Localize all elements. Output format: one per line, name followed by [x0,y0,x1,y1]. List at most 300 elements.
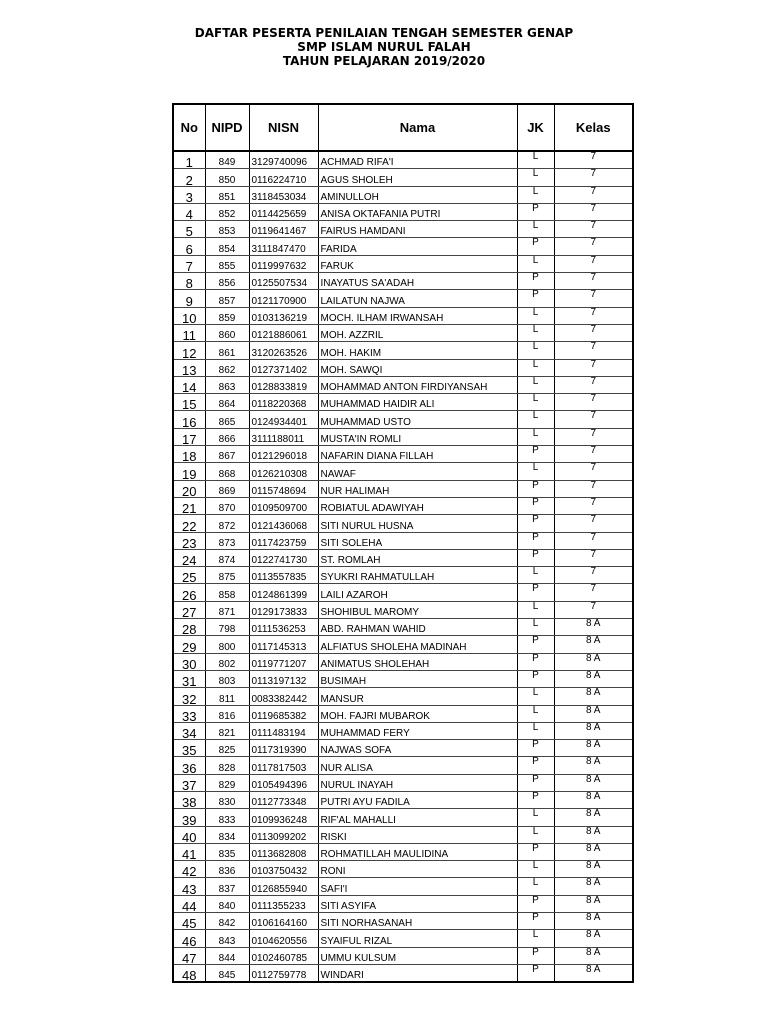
name-cell: NURUL INAYAH [318,774,517,791]
class-cell: 8 A [554,757,633,774]
table-row [173,774,633,791]
nisn-cell: 0118220368 [249,394,318,411]
row-number: 10 [173,307,205,324]
nipd-cell: 872 [205,515,249,532]
gender-cell: L [517,722,554,739]
table-row [173,895,633,912]
row-number: 39 [173,809,205,826]
class-cell: 7 [554,342,633,359]
row-number: 17 [173,428,205,445]
nisn-cell: 0122741730 [249,549,318,566]
gender-cell: P [517,843,554,860]
name-cell: UMMU KULSUM [318,947,517,964]
name-cell: SAFI'I [318,878,517,895]
class-cell: 7 [554,497,633,514]
class-cell: 8 A [554,930,633,947]
nisn-cell: 0121170900 [249,290,318,307]
nipd-cell: 853 [205,221,249,238]
nipd-cell: 871 [205,601,249,618]
nisn-cell: 0112773348 [249,791,318,808]
table-row [173,809,633,826]
nisn-cell: 0113099202 [249,826,318,843]
nipd-cell: 858 [205,584,249,601]
row-number: 12 [173,342,205,359]
table-row [173,757,633,774]
class-cell: 7 [554,255,633,272]
class-cell: 7 [554,307,633,324]
participant-table [172,103,634,983]
name-cell: NUR HALIMAH [318,480,517,497]
gender-cell: P [517,653,554,670]
gender-cell: P [517,636,554,653]
row-number: 22 [173,515,205,532]
nipd-cell: 843 [205,930,249,947]
row-number: 16 [173,411,205,428]
class-cell: 7 [554,221,633,238]
nisn-cell: 0121436068 [249,515,318,532]
row-number: 7 [173,255,205,272]
table-row [173,619,633,636]
name-cell: ALFIATUS SHOLEHA MADINAH [318,636,517,653]
row-number: 3 [173,186,205,203]
table-row [173,273,633,290]
gender-cell: P [517,774,554,791]
name-cell: ST. ROMLAH [318,549,517,566]
class-cell: 7 [554,324,633,341]
nisn-cell: 0113197132 [249,670,318,687]
nisn-cell: 0114425659 [249,203,318,220]
nipd-cell: 851 [205,186,249,203]
nipd-cell: 852 [205,203,249,220]
nipd-cell: 869 [205,480,249,497]
class-cell: 7 [554,446,633,463]
gender-cell: L [517,463,554,480]
name-cell: MANSUR [318,688,517,705]
class-cell: 8 A [554,895,633,912]
name-cell: WINDARI [318,964,517,982]
gender-cell: L [517,705,554,722]
table-row [173,446,633,463]
row-number: 9 [173,290,205,307]
nipd-cell: 833 [205,809,249,826]
row-number: 28 [173,619,205,636]
name-cell: LAILI AZAROH [318,584,517,601]
class-cell: 7 [554,428,633,445]
gender-cell: L [517,394,554,411]
nipd-cell: 850 [205,169,249,186]
class-cell: 7 [554,480,633,497]
nisn-cell: 0111355233 [249,895,318,912]
nipd-cell: 836 [205,861,249,878]
table-row [173,186,633,203]
nipd-cell: 802 [205,653,249,670]
gender-cell: L [517,411,554,428]
gender-cell: P [517,964,554,982]
gender-cell: P [517,895,554,912]
nisn-cell: 0106164160 [249,913,318,930]
nipd-cell: 861 [205,342,249,359]
column-header-jk: JK [517,104,554,151]
table-row [173,567,633,584]
gender-cell: P [517,480,554,497]
row-number: 43 [173,878,205,895]
name-cell: SYAIFUL RIZAL [318,930,517,947]
name-cell: NAFARIN DIANA FILLAH [318,446,517,463]
nipd-cell: 821 [205,722,249,739]
name-cell: AGUS SHOLEH [318,169,517,186]
nipd-cell: 844 [205,947,249,964]
row-number: 1 [173,151,205,169]
nipd-cell: 854 [205,238,249,255]
title-line-2: SMP ISLAM NURUL FALAH [297,40,471,54]
name-cell: ABD. RAHMAN WAHID [318,619,517,636]
gender-cell: P [517,947,554,964]
nisn-cell: 0127371402 [249,359,318,376]
nisn-cell: 0113682808 [249,843,318,860]
gender-cell: L [517,169,554,186]
name-cell: MOH. FAJRI MUBAROK [318,705,517,722]
table-row [173,670,633,687]
class-cell: 8 A [554,636,633,653]
nipd-cell: 860 [205,324,249,341]
table-row [173,653,633,670]
row-number: 46 [173,930,205,947]
nipd-cell: 849 [205,151,249,169]
table-row [173,515,633,532]
class-cell: 7 [554,273,633,290]
class-cell: 7 [554,186,633,203]
class-cell: 7 [554,203,633,220]
gender-cell: P [517,203,554,220]
gender-cell: L [517,688,554,705]
document-title [0,26,768,68]
class-cell: 8 A [554,826,633,843]
gender-cell: P [517,584,554,601]
name-cell: INAYATUS SA'ADAH [318,273,517,290]
nipd-cell: 857 [205,290,249,307]
gender-cell: L [517,809,554,826]
nisn-cell: 0103136219 [249,307,318,324]
gender-cell: P [517,532,554,549]
row-number: 42 [173,861,205,878]
nisn-cell: 0111536253 [249,619,318,636]
name-cell: SHOHIBUL MAROMY [318,601,517,618]
class-cell: 8 A [554,809,633,826]
name-cell: ACHMAD RIFA'I [318,151,517,169]
row-number: 36 [173,757,205,774]
class-cell: 8 A [554,653,633,670]
name-cell: SITI ASYIFA [318,895,517,912]
nisn-cell: 0119641467 [249,221,318,238]
class-cell: 7 [554,394,633,411]
class-cell: 8 A [554,843,633,860]
table-row [173,394,633,411]
nipd-cell: 873 [205,532,249,549]
nisn-cell: 0126855940 [249,878,318,895]
nipd-cell: 865 [205,411,249,428]
nisn-cell: 0109936248 [249,809,318,826]
class-cell: 7 [554,376,633,393]
nipd-cell: 859 [205,307,249,324]
nipd-cell: 855 [205,255,249,272]
nipd-cell: 830 [205,791,249,808]
row-number: 35 [173,740,205,757]
nisn-cell: 0117817503 [249,757,318,774]
row-number: 25 [173,567,205,584]
row-number: 4 [173,203,205,220]
table-row [173,324,633,341]
gender-cell: L [517,930,554,947]
nisn-cell: 0113557835 [249,567,318,584]
name-cell: ANIMATUS SHOLEHAH [318,653,517,670]
gender-cell: L [517,307,554,324]
row-number: 24 [173,549,205,566]
class-cell: 8 A [554,740,633,757]
class-cell: 7 [554,411,633,428]
name-cell: RIF'AL MAHALLI [318,809,517,826]
gender-cell: P [517,740,554,757]
nisn-cell: 3111188011 [249,428,318,445]
row-number: 48 [173,964,205,982]
row-number: 41 [173,843,205,860]
class-cell: 8 A [554,722,633,739]
table-row [173,221,633,238]
name-cell: MUHAMMAD USTO [318,411,517,428]
table-row [173,532,633,549]
gender-cell: P [517,273,554,290]
name-cell: LAILATUN NAJWA [318,290,517,307]
table-row [173,878,633,895]
column-header-nisn: NISN [249,104,318,151]
class-cell: 7 [554,290,633,307]
nisn-cell: 0124861399 [249,584,318,601]
table-row [173,290,633,307]
class-cell: 8 A [554,947,633,964]
row-number: 11 [173,324,205,341]
nisn-cell: 0117319390 [249,740,318,757]
name-cell: NAWAF [318,463,517,480]
nipd-cell: 868 [205,463,249,480]
row-number: 6 [173,238,205,255]
class-cell: 7 [554,151,633,169]
class-cell: 8 A [554,913,633,930]
name-cell: RONI [318,861,517,878]
table-row [173,705,633,722]
class-cell: 7 [554,463,633,480]
gender-cell: L [517,619,554,636]
name-cell: MUHAMMAD HAIDIR ALI [318,394,517,411]
nisn-cell: 0083382442 [249,688,318,705]
row-number: 32 [173,688,205,705]
class-cell: 8 A [554,619,633,636]
nisn-cell: 0111483194 [249,722,318,739]
gender-cell: L [517,826,554,843]
name-cell: MOH. SAWQI [318,359,517,376]
class-cell: 8 A [554,791,633,808]
class-cell: 7 [554,359,633,376]
row-number: 29 [173,636,205,653]
nipd-cell: 811 [205,688,249,705]
gender-cell: L [517,878,554,895]
table-row [173,169,633,186]
nisn-cell: 0117423759 [249,532,318,549]
nipd-cell: 798 [205,619,249,636]
name-cell: MOH. HAKIM [318,342,517,359]
nisn-cell: 0104620556 [249,930,318,947]
table-row [173,480,633,497]
gender-cell: L [517,359,554,376]
name-cell: MOH. AZZRIL [318,324,517,341]
class-cell: 7 [554,238,633,255]
row-number: 38 [173,791,205,808]
nisn-cell: 3118453034 [249,186,318,203]
row-number: 47 [173,947,205,964]
class-cell: 7 [554,584,633,601]
row-number: 8 [173,273,205,290]
row-number: 30 [173,653,205,670]
table-row [173,843,633,860]
column-header-kelas: Kelas [554,104,633,151]
row-number: 2 [173,169,205,186]
gender-cell: L [517,861,554,878]
table-row [173,411,633,428]
nisn-cell: 0115748694 [249,480,318,497]
nisn-cell: 0102460785 [249,947,318,964]
table-row [173,203,633,220]
class-cell: 7 [554,601,633,618]
class-cell: 8 A [554,964,633,982]
name-cell: NAJWAS SOFA [318,740,517,757]
table-row [173,913,633,930]
name-cell: FARUK [318,255,517,272]
column-header-nama: Nama [318,104,517,151]
class-cell: 7 [554,515,633,532]
nipd-cell: 835 [205,843,249,860]
table-row [173,688,633,705]
gender-cell: P [517,757,554,774]
table-header-row [173,104,633,151]
nisn-cell: 3111847470 [249,238,318,255]
row-number: 44 [173,895,205,912]
row-number: 14 [173,376,205,393]
table-row [173,497,633,514]
name-cell: SYUKRI RAHMATULLAH [318,567,517,584]
gender-cell: P [517,497,554,514]
nipd-cell: 800 [205,636,249,653]
nisn-cell: 0117145313 [249,636,318,653]
nisn-cell: 0112759778 [249,964,318,982]
class-cell: 8 A [554,705,633,722]
gender-cell: P [517,913,554,930]
row-number: 21 [173,497,205,514]
class-cell: 7 [554,532,633,549]
nisn-cell: 0128833819 [249,376,318,393]
nisn-cell: 0109509700 [249,497,318,514]
name-cell: MOHAMMAD ANTON FIRDIYANSAH [318,376,517,393]
gender-cell: P [517,290,554,307]
name-cell: FARIDA [318,238,517,255]
name-cell: MUHAMMAD FERY [318,722,517,739]
name-cell: ANISA OKTAFANIA PUTRI [318,203,517,220]
table-row [173,255,633,272]
gender-cell: L [517,342,554,359]
nipd-cell: 863 [205,376,249,393]
nisn-cell: 0121886061 [249,324,318,341]
table-row [173,307,633,324]
name-cell: SITI NORHASANAH [318,913,517,930]
name-cell: FAIRUS HAMDANI [318,221,517,238]
nisn-cell: 0121296018 [249,446,318,463]
gender-cell: L [517,151,554,169]
row-number: 20 [173,480,205,497]
nisn-cell: 0125507534 [249,273,318,290]
name-cell: ROHMATILLAH MAULIDINA [318,843,517,860]
row-number: 27 [173,601,205,618]
nipd-cell: 864 [205,394,249,411]
row-number: 45 [173,913,205,930]
nipd-cell: 803 [205,670,249,687]
gender-cell: P [517,549,554,566]
table-row [173,601,633,618]
gender-cell: L [517,601,554,618]
nisn-cell: 0116224710 [249,169,318,186]
nisn-cell: 0126210308 [249,463,318,480]
nipd-cell: 874 [205,549,249,566]
table-row [173,636,633,653]
nipd-cell: 842 [205,913,249,930]
gender-cell: P [517,515,554,532]
nisn-cell: 0124934401 [249,411,318,428]
table-row [173,861,633,878]
table-row [173,342,633,359]
name-cell: AMINULLOH [318,186,517,203]
row-number: 34 [173,722,205,739]
table-body [173,151,633,982]
nisn-cell: 3129740096 [249,151,318,169]
gender-cell: L [517,567,554,584]
nipd-cell: 845 [205,964,249,982]
row-number: 26 [173,584,205,601]
table-row [173,930,633,947]
nipd-cell: 866 [205,428,249,445]
nipd-cell: 862 [205,359,249,376]
nisn-cell: 0105494396 [249,774,318,791]
table-row [173,359,633,376]
class-cell: 7 [554,169,633,186]
table-row [173,964,633,982]
table-row [173,151,633,169]
nipd-cell: 816 [205,705,249,722]
row-number: 33 [173,705,205,722]
name-cell: SITI SOLEHA [318,532,517,549]
row-number: 23 [173,532,205,549]
table-row [173,428,633,445]
class-cell: 8 A [554,774,633,791]
title-line-1: DAFTAR PESERTA PENILAIAN TENGAH SEMESTER GENAP [194,26,574,40]
class-cell: 8 A [554,878,633,895]
row-number: 13 [173,359,205,376]
table-row [173,947,633,964]
table-row [173,791,633,808]
name-cell: ROBIATUL ADAWIYAH [318,497,517,514]
name-cell: MOCH. ILHAM IRWANSAH [318,307,517,324]
class-cell: 8 A [554,670,633,687]
gender-cell: L [517,376,554,393]
nisn-cell: 0129173833 [249,601,318,618]
nipd-cell: 834 [205,826,249,843]
gender-cell: P [517,791,554,808]
table-row [173,238,633,255]
